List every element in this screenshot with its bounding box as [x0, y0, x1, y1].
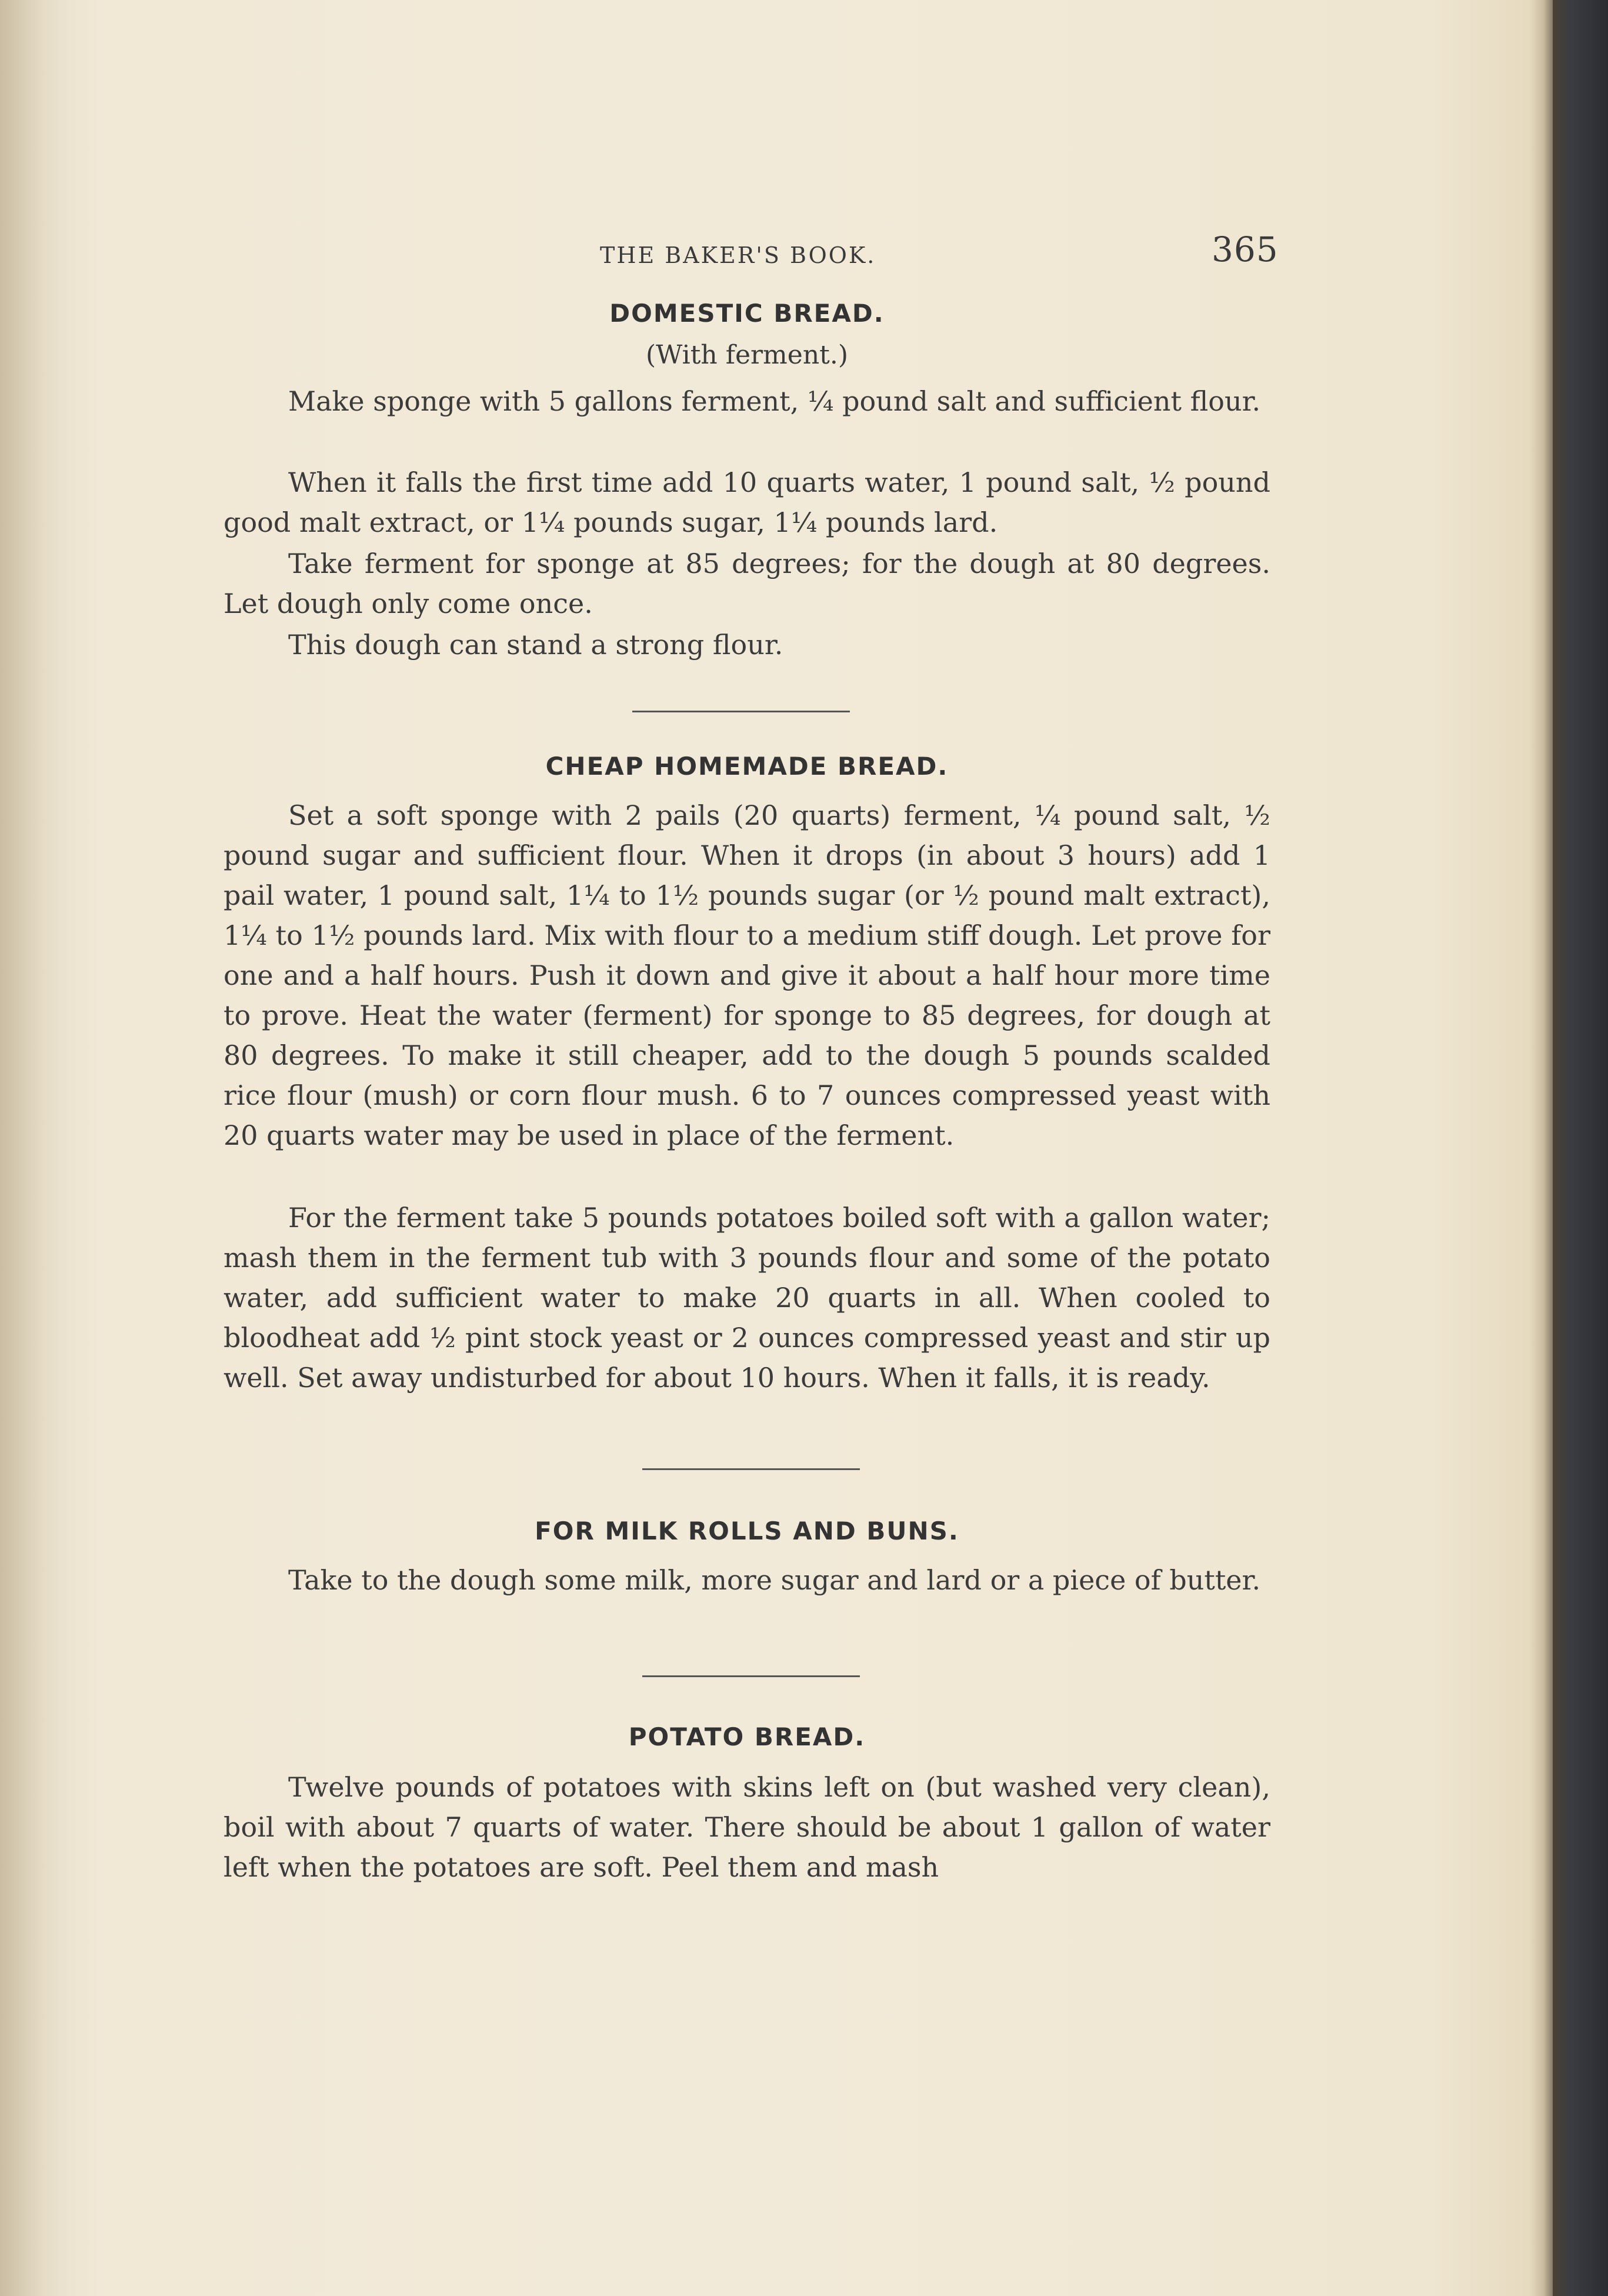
section-title-milk-rolls-and-buns: FOR MILK ROLLS AND BUNS. — [535, 1517, 959, 1545]
page-gutter-shadow — [0, 0, 100, 2296]
paragraph: This dough can stand a strong flour. — [288, 629, 783, 661]
page-edge-shadow — [1529, 0, 1553, 2296]
paragraph: Take to the dough some milk, more sugar and lard or a piece of butter. — [288, 1564, 1261, 1596]
section-title-domestic-bread: DOMESTIC BREAD. — [609, 299, 885, 328]
paragraph: When it falls the first time add 10 quarts water, 1 pound salt, ½ pound good malt extract, or 1¼ pounds sugar, 1¼ pounds lard. — [223, 466, 1270, 538]
section-divider — [632, 711, 850, 712]
section-divider — [642, 1675, 860, 1677]
book-cover-edge — [1553, 0, 1608, 2296]
section-divider — [642, 1468, 860, 1470]
running-title: THE BAKER'S BOOK. — [600, 242, 876, 268]
section-subtitle: (With ferment.) — [646, 340, 848, 370]
section-title-potato-bread: POTATO BREAD. — [628, 1722, 866, 1751]
paragraph: For the ferment take 5 pounds potatoes boiled soft with a gallon water; mash them in the ferment tub with 3 pounds flour and some of the potato water, add sufficient water to make 20 quarts in all. When cooled to bloodheat add ½ pint stock yeast or 2 ounces compressed yeast and stir up well. Set away undisturbed for about 10 hours. When it falls, it is ready. — [223, 1202, 1270, 1394]
section-title-cheap-homemade-bread: CHEAP HOMEMADE BREAD. — [545, 752, 949, 781]
paragraph: Take ferment for sponge at 85 degrees; for the dough at 80 degrees. Let dough only come once. — [223, 548, 1270, 619]
paragraph: Twelve pounds of potatoes with skins left on (but washed very clean), boil with about 7 quarts of water. There should be about 1 gallon of water left when the potatoes are soft. Peel them and mash — [223, 1771, 1270, 1883]
page-number: 365 — [1212, 229, 1279, 269]
page-header — [218, 229, 1279, 282]
paragraph: Set a soft sponge with 2 pails (20 quarts) ferment, ¼ pound salt, ½ pound sugar and sufficient flour. When it drops (in about 3 hours) add 1 pail water, 1 pound salt, 1¼ to 1½ pounds sugar (or ½ pound malt extract), 1¼ to 1½ pounds lard. Mix with flour to a medium stiff dough. Let prove for one and a half hours. Push it down and give it about a half hour more time to prove. Heat the water (ferment) for sponge to 85 degrees, for dough at 80 degrees. To make it still cheaper, add to the dough 5 pounds scalded rice flour (mush) or corn flour mush. 6 to 7 ounces compressed yeast with 20 quarts water may be used in place of the ferment. — [223, 799, 1270, 1151]
paragraph: Make sponge with 5 gallons ferment, ¼ pound salt and sufficient flour. — [288, 385, 1261, 417]
